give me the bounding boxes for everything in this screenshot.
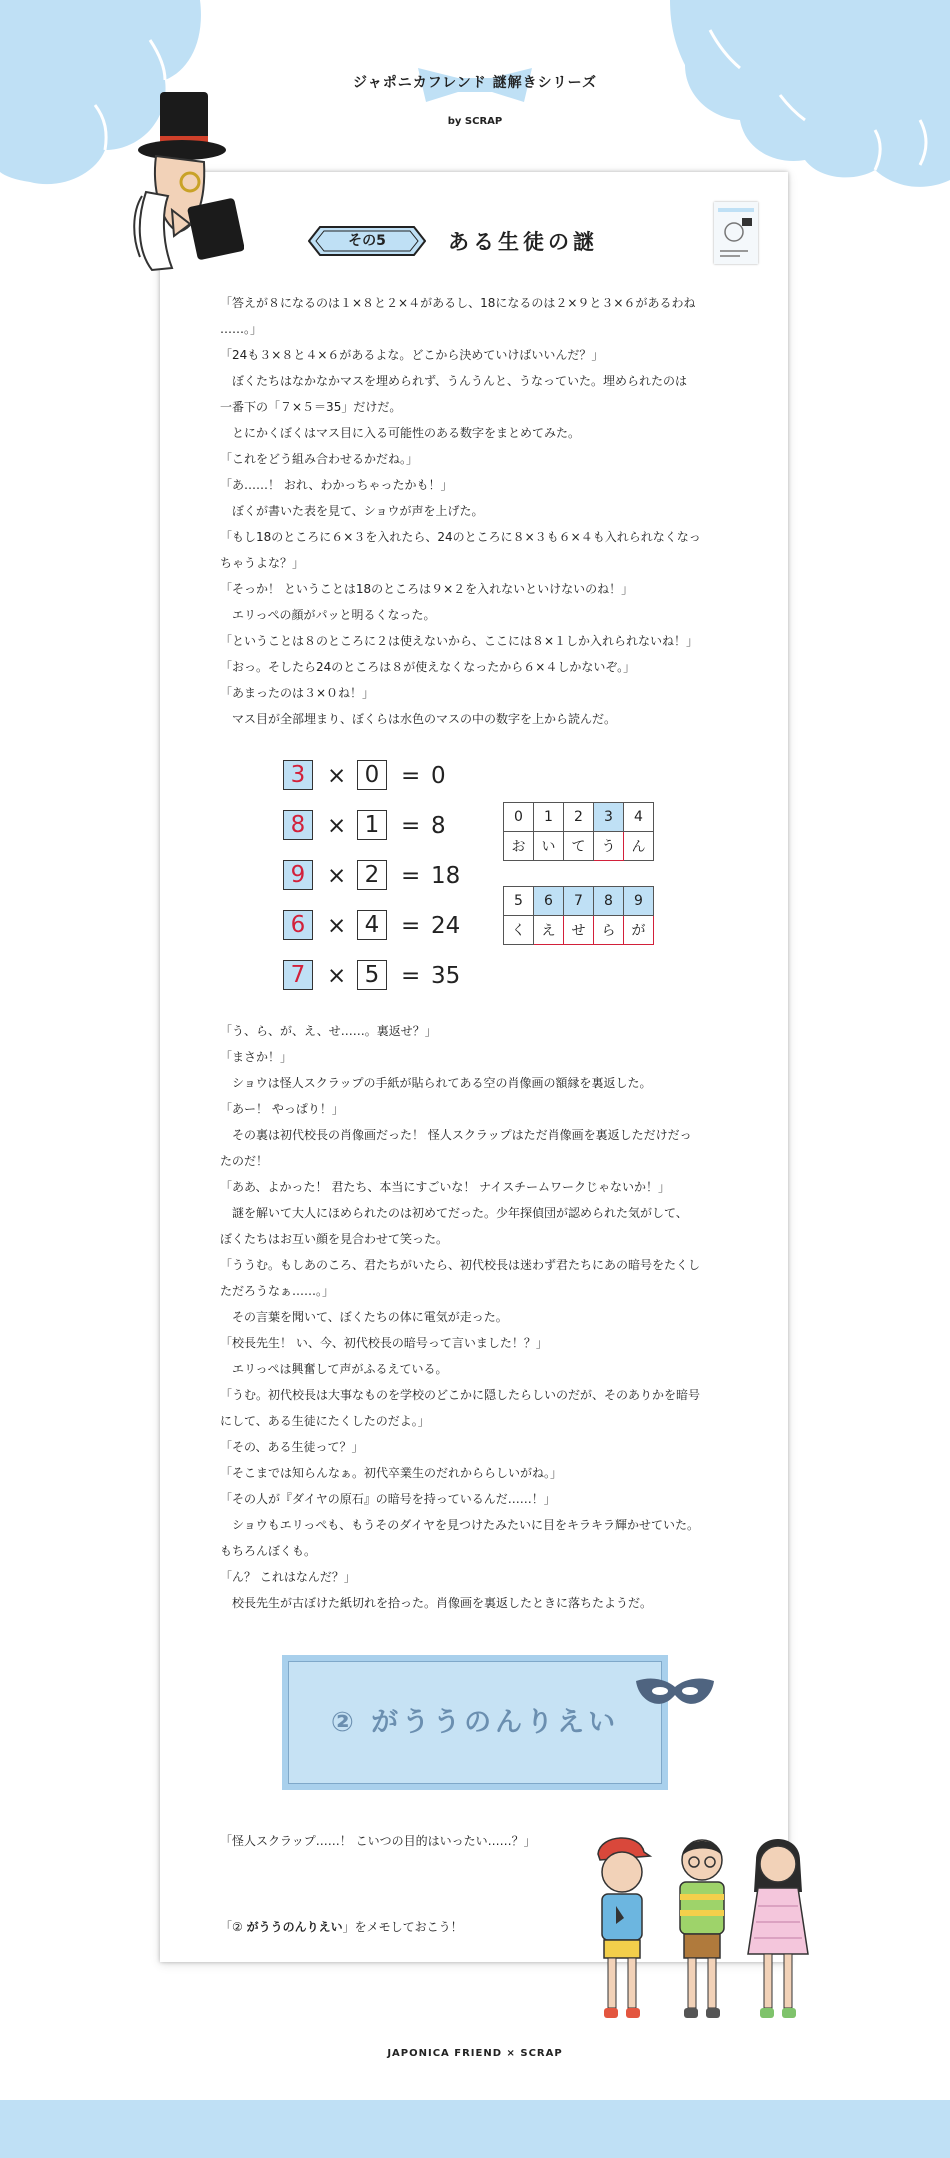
story-line: 「もし18のところに６×３を入れたら、24のところに８×３も６×４も入れられなくなっ [220,530,701,544]
equation-row [283,908,483,944]
times-sign: × [327,863,347,889]
equation-right-operand: 5 [357,960,387,990]
table-kana: が [624,916,654,945]
equation-right-operand: 2 [357,860,387,890]
story-line: 「おっ。そしたら24のところは８が使えなくなったから６×４しかないぞ。」 [220,660,636,674]
story-line: 「ん？ これはなんだ？」 [220,1570,356,1584]
equation-row [283,758,483,794]
table-kana: ん [624,832,654,861]
story-line: 謎を解いて大人にほめられたのは初めてだった。少年探偵団が認められた気がして、 [232,1206,688,1220]
series-byline: by SCRAP [447,116,503,127]
story-line: マス目が全部埋まり、ぼくらは水色のマスの中の数字を上から読んだ。 [232,712,617,726]
story-line: ぼくたちはお互い顔を見合わせて笑った。 [220,1232,449,1246]
equals-sign: = [401,913,421,939]
story-line: その裏は初代校長の肖像画だった！ 怪人スクラップはただ肖像画を裏返しただけだっ [232,1128,692,1142]
equation-row [283,858,483,894]
equation-left-operand: 8 [283,810,313,840]
phantom-scrap-illustration [132,92,244,272]
table-digit: 4 [624,803,654,832]
table-digit: 1 [534,803,564,832]
equation-result: 18 [431,863,461,889]
equals-sign: = [401,763,421,789]
table-kana: お [504,832,534,861]
mask-icon [634,1675,716,1709]
story-line: とにかくぼくはマス目に入る可能性のある数字をまとめてみた。 [232,426,581,440]
story-text-bottom [220,1018,732,1616]
story-line: 「ということは８のところに２は使えないから、ここには８×１しか入れられないね！」 [220,634,699,648]
equation-left-operand: 7 [283,960,313,990]
story-line: ショウは怪人スクラップの手紙が貼られてある空の肖像画の額縁を裏返した。 [232,1076,652,1090]
story-line: たのだ！ [220,1154,269,1168]
footer-band [0,2100,950,2158]
story-line: 「まさか！」 [220,1050,293,1064]
memo-note-suffix: 」をメモしておこう！ [342,1920,463,1934]
episode-title-row [308,226,598,256]
story-line: ショウもエリっぺも、もうそのダイヤを見つけたみたいに目をキラキラ輝かせていた。 [232,1518,700,1532]
equation-row [283,958,483,994]
story-line: 「あー！ やっぱり！」 [220,1102,344,1116]
story-line: ぼくが書いた表を見て、ショウが声を上げた。 [232,504,484,518]
story-line: その言葉を聞いて、ぼくたちの体に電気が走った。 [232,1310,508,1324]
table-digit: 6 [534,887,564,916]
table-digit: 0 [504,803,534,832]
equals-sign: = [401,963,421,989]
table-kana: て [564,832,594,861]
kids-illustration [588,1826,820,2028]
story-line: 「ああ、よかった！ 君たち、本当にすごいな！ ナイスチームワークじゃないか！」 [220,1180,670,1194]
memo-note-answer: がううのんりえい [246,1920,343,1934]
story-line: 校長先生が古ぼけた紙切れを拾った。肖像画を裏返したときに落ちたようだ。 [232,1596,653,1610]
answer-memo-box [282,1655,668,1790]
equation-row [283,808,483,844]
episode-badge-label: その5 [348,233,386,249]
story-line: 「これをどう組み合わせるかだね。」 [220,452,419,466]
equation-left-operand: 6 [283,910,313,940]
story-line: 「あまったのは３×０ね！」 [220,686,375,700]
story-line: 一番下の「７×５＝35」だけだ。 [220,400,402,414]
equation-right-operand: 1 [357,810,387,840]
times-sign: × [327,813,347,839]
table-kana: せ [564,916,594,945]
story-line: 「その、ある生徒って？」 [220,1440,364,1454]
times-sign: × [327,963,347,989]
equation-result: 24 [431,913,461,939]
decode-table-5-9 [503,886,654,945]
table-digit: 8 [594,887,624,916]
table-kana: ら [594,916,624,945]
memo-note-prefix: 「 [220,1920,233,1934]
table-digit: 3 [594,803,624,832]
story-text-top [220,290,732,732]
story-line: エリっぺの顔がパッと明るくなった。 [232,608,436,622]
closing-quote: 「怪人スクラップ……！ こいつの目的はいったい……？」 [220,1834,536,1848]
story-line: 「そっか！ ということは18のところは９×２を入れないといけないのね！」 [220,582,634,596]
table-kana: う [594,832,624,861]
thumbnail-image [714,202,758,264]
equation-right-operand: 4 [357,910,387,940]
equation-result: 0 [431,763,446,789]
answer-memo-inner [288,1661,662,1784]
series-title: ジャポニカフレンド 謎解きシリーズ [353,75,597,91]
table-kana: く [504,916,534,945]
story-line: 「あ……！ おれ、わかっちゃったかも！」 [220,478,453,492]
equals-sign: = [401,813,421,839]
story-line: 「そこまでは知らんなぁ。初代卒業生のだれかららしいがね。」 [220,1466,563,1480]
story-line: 「うむ。初代校長は大事なものを学校のどこかに隠したらしいのだが、そのありかを暗号 [220,1388,701,1402]
answer-memo-number: ② [330,1707,358,1738]
story-line: ……。」 [220,322,263,336]
answer-memo-word: がううのんりえい [371,1707,620,1738]
table-digit: 7 [564,887,594,916]
story-line: ぼくたちはなかなかマスを埋められず、うんうんと、うなっていた。埋められたのは [232,374,688,388]
answer-memo-text [289,1662,661,1783]
story-line: 「校長先生！ い、今、初代校長の暗号って言いました！？」 [220,1336,548,1350]
story-line: もちろんぼくも。 [220,1544,317,1558]
equation-result: 35 [431,963,461,989]
episode-title: ある生徒の謎 [448,230,598,254]
table-kana: い [534,832,564,861]
story-line: 「う、ら、が、え、せ……。裏返せ？」 [220,1024,437,1038]
memo-note-number: ② [232,1920,243,1934]
times-sign: × [327,913,347,939]
page-thumbnail [714,202,758,264]
episode-badge [308,226,426,256]
equation-left-operand: 9 [283,860,313,890]
story-line: ちゃうよな？」 [220,556,305,570]
table-digit: 9 [624,887,654,916]
equation-result: 8 [431,813,446,839]
story-line: 「24も３×８と４×６があるよな。どこから決めていけばいいんだ？」 [220,348,604,362]
memo-note [220,1918,463,1935]
decode-table-0-4 [503,802,654,861]
table-digit: 2 [564,803,594,832]
table-kana: え [534,916,564,945]
footer-credit: JAPONICA FRIEND × SCRAP [387,2048,563,2059]
equals-sign: = [401,863,421,889]
story-line: 「その人が『ダイヤの原石』の暗号を持っているんだ……！」 [220,1492,556,1506]
equation-right-operand: 0 [357,760,387,790]
story-line: 「答えが８になるのは１×８と２×４があるし、18になるのは２×９と３×６があるわね [220,296,696,310]
equation-left-operand: 3 [283,760,313,790]
story-line: にして、ある生徒にたくしたのだよ。」 [220,1414,430,1428]
table-digit: 5 [504,887,534,916]
story-line: ただろうなぁ……。」 [220,1284,335,1298]
story-line: 「ううむ。もしあのころ、君たちがいたら、初代校長は迷わず君たちにあの暗号をたくし [220,1258,701,1272]
story-line: エリっぺは興奮して声がふるえている。 [232,1362,448,1376]
times-sign: × [327,763,347,789]
